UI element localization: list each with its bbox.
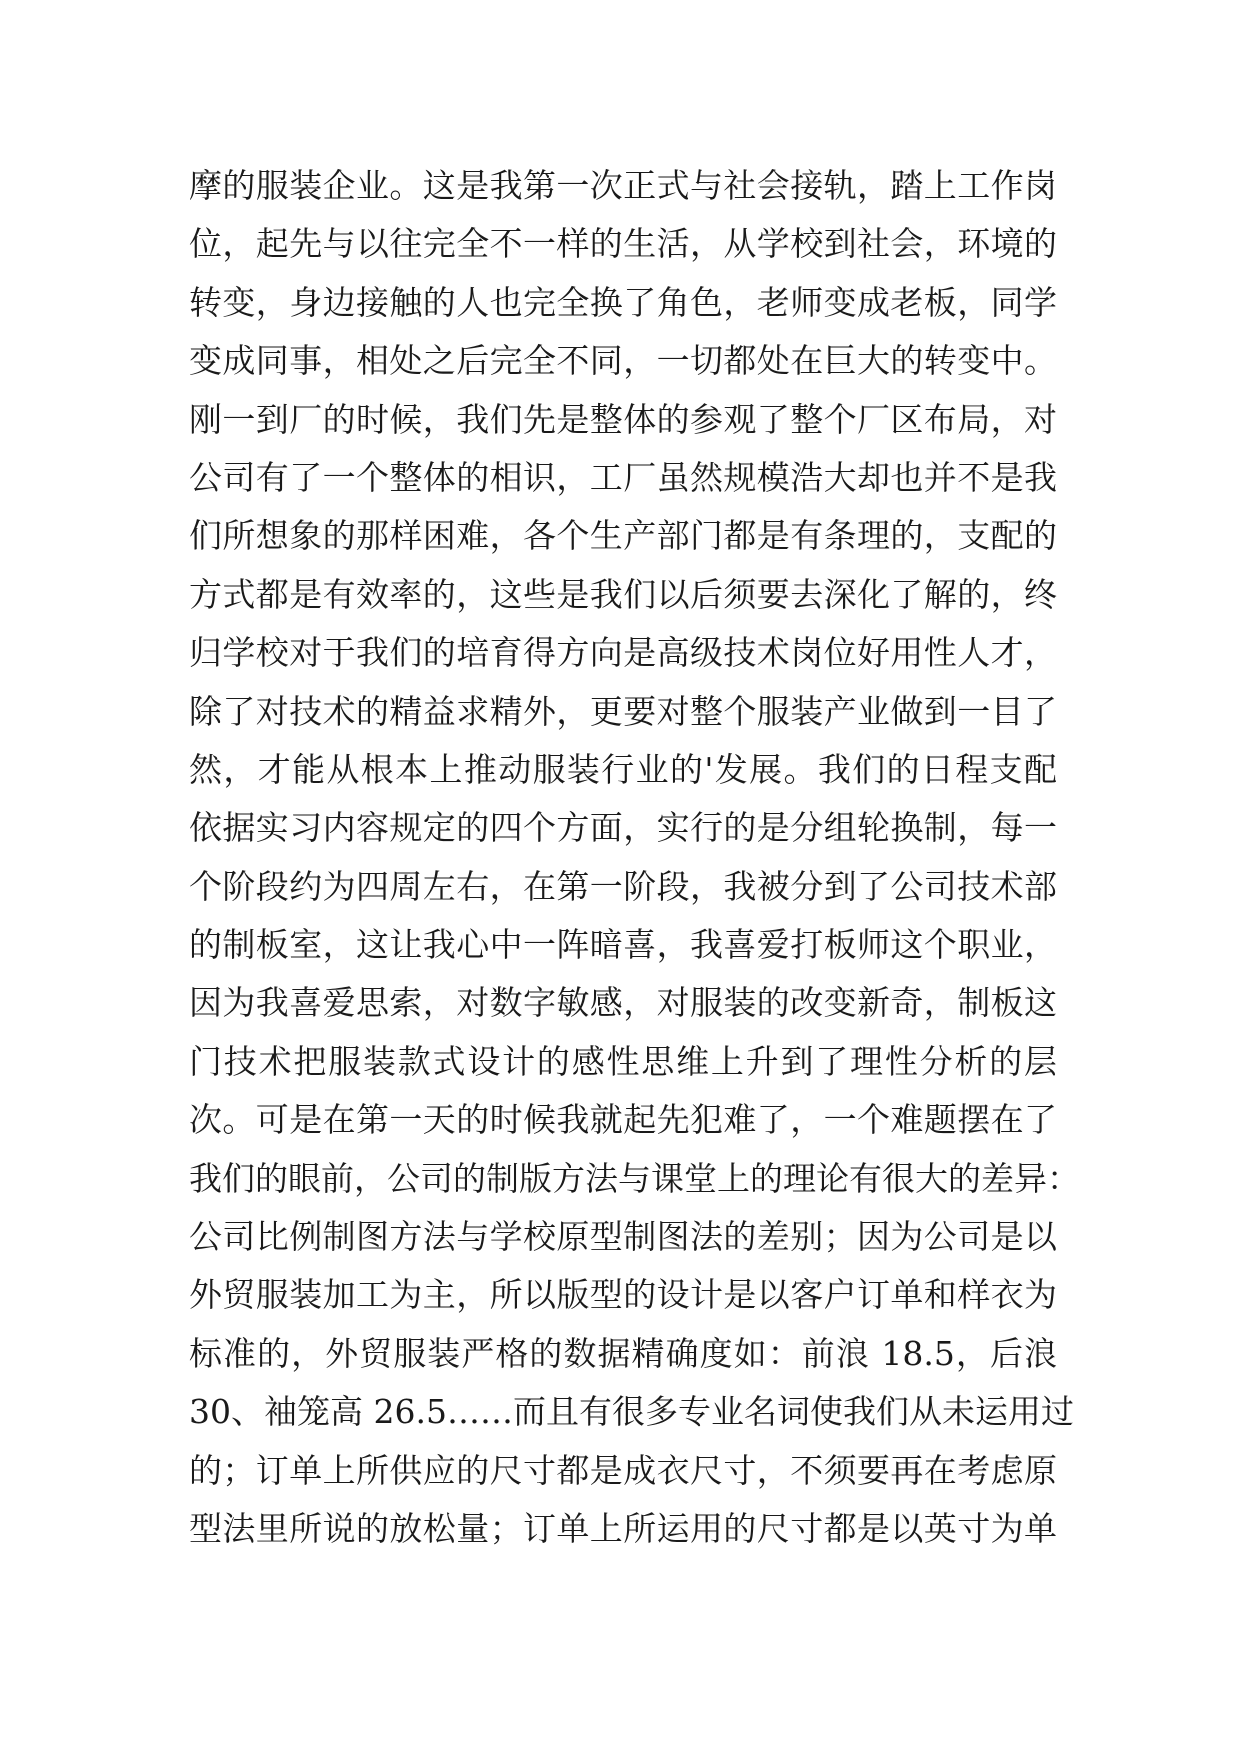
text-line: 摩的服装企业。这是我第一次正式与社会接轨，踏上工作岗 — [189, 166, 1057, 205]
text-line: 除了对技术的精益求精外，更要对整个服装产业做到一目了 — [189, 691, 1057, 731]
text-line: 门技术把服装款式设计的感性思维上升到了理性分析的层 — [189, 1041, 1057, 1081]
text-line: 的制板室，这让我心中一阵暗喜，我喜爱打板师这个职业， — [189, 925, 1057, 965]
text-line: 位，起先与以往完全不一样的生活，从学校到社会，环境的 — [189, 224, 1057, 264]
text-line: 方式都是有效率的，这些是我们以后须要去深化了解的，终 — [189, 574, 1057, 614]
text-line: 的；订单上所供应的尺寸都是成衣尺寸，不须要再在考虑原 — [189, 1450, 1057, 1490]
body-text — [189, 157, 1080, 1558]
text-line: 30、袖笼高 26.5……而且有很多专业名词使我们从未运用过 — [189, 1392, 1074, 1432]
text-line: 转变，身边接触的人也完全换了角色，老师变成老板，同学 — [189, 282, 1057, 322]
text-line: 标准的，外贸服装严格的数据精确度如：前浪 18.5，后浪 — [189, 1333, 1057, 1373]
text-line: 我们的眼前，公司的制版方法与课堂上的理论有很大的差异： — [189, 1158, 1080, 1198]
text-line: 归学校对于我们的培育得方向是高级技术岗位好用性人才， — [189, 633, 1057, 673]
text-line: 依据实习内容规定的四个方面，实行的是分组轮换制，每一 — [189, 808, 1057, 848]
text-line: 因为我喜爱思索，对数字敏感，对服装的改变新奇，制板这 — [189, 983, 1057, 1023]
text-line: 然，才能从根本上推动服装行业的'发展。我们的日程支配 — [189, 749, 1057, 789]
text-line: 公司有了一个整体的相识，工厂虽然规模浩大却也并不是我 — [189, 457, 1057, 497]
text-line: 刚一到厂的时候，我们先是整体的参观了整个厂区布局，对 — [189, 399, 1057, 439]
text-line: 们所想象的那样困难，各个生产部门都是有条理的，支配的 — [189, 516, 1057, 556]
text-line: 个阶段约为四周左右，在第一阶段，我被分到了公司技术部 — [189, 866, 1057, 906]
text-line: 变成同事，相处之后完全不同，一切都处在巨大的转变中。 — [189, 341, 1057, 381]
text-line: 公司比例制图方法与学校原型制图法的差别；因为公司是以 — [189, 1217, 1057, 1257]
text-line: 外贸服装加工为主，所以版型的设计是以客户订单和样衣为 — [189, 1275, 1057, 1315]
text-line: 型法里所说的放松量；订单上所运用的尺寸都是以英寸为单 — [189, 1508, 1057, 1548]
text-line: 次。可是在第一天的时候我就起先犯难了，一个难题摆在了 — [189, 1100, 1057, 1140]
